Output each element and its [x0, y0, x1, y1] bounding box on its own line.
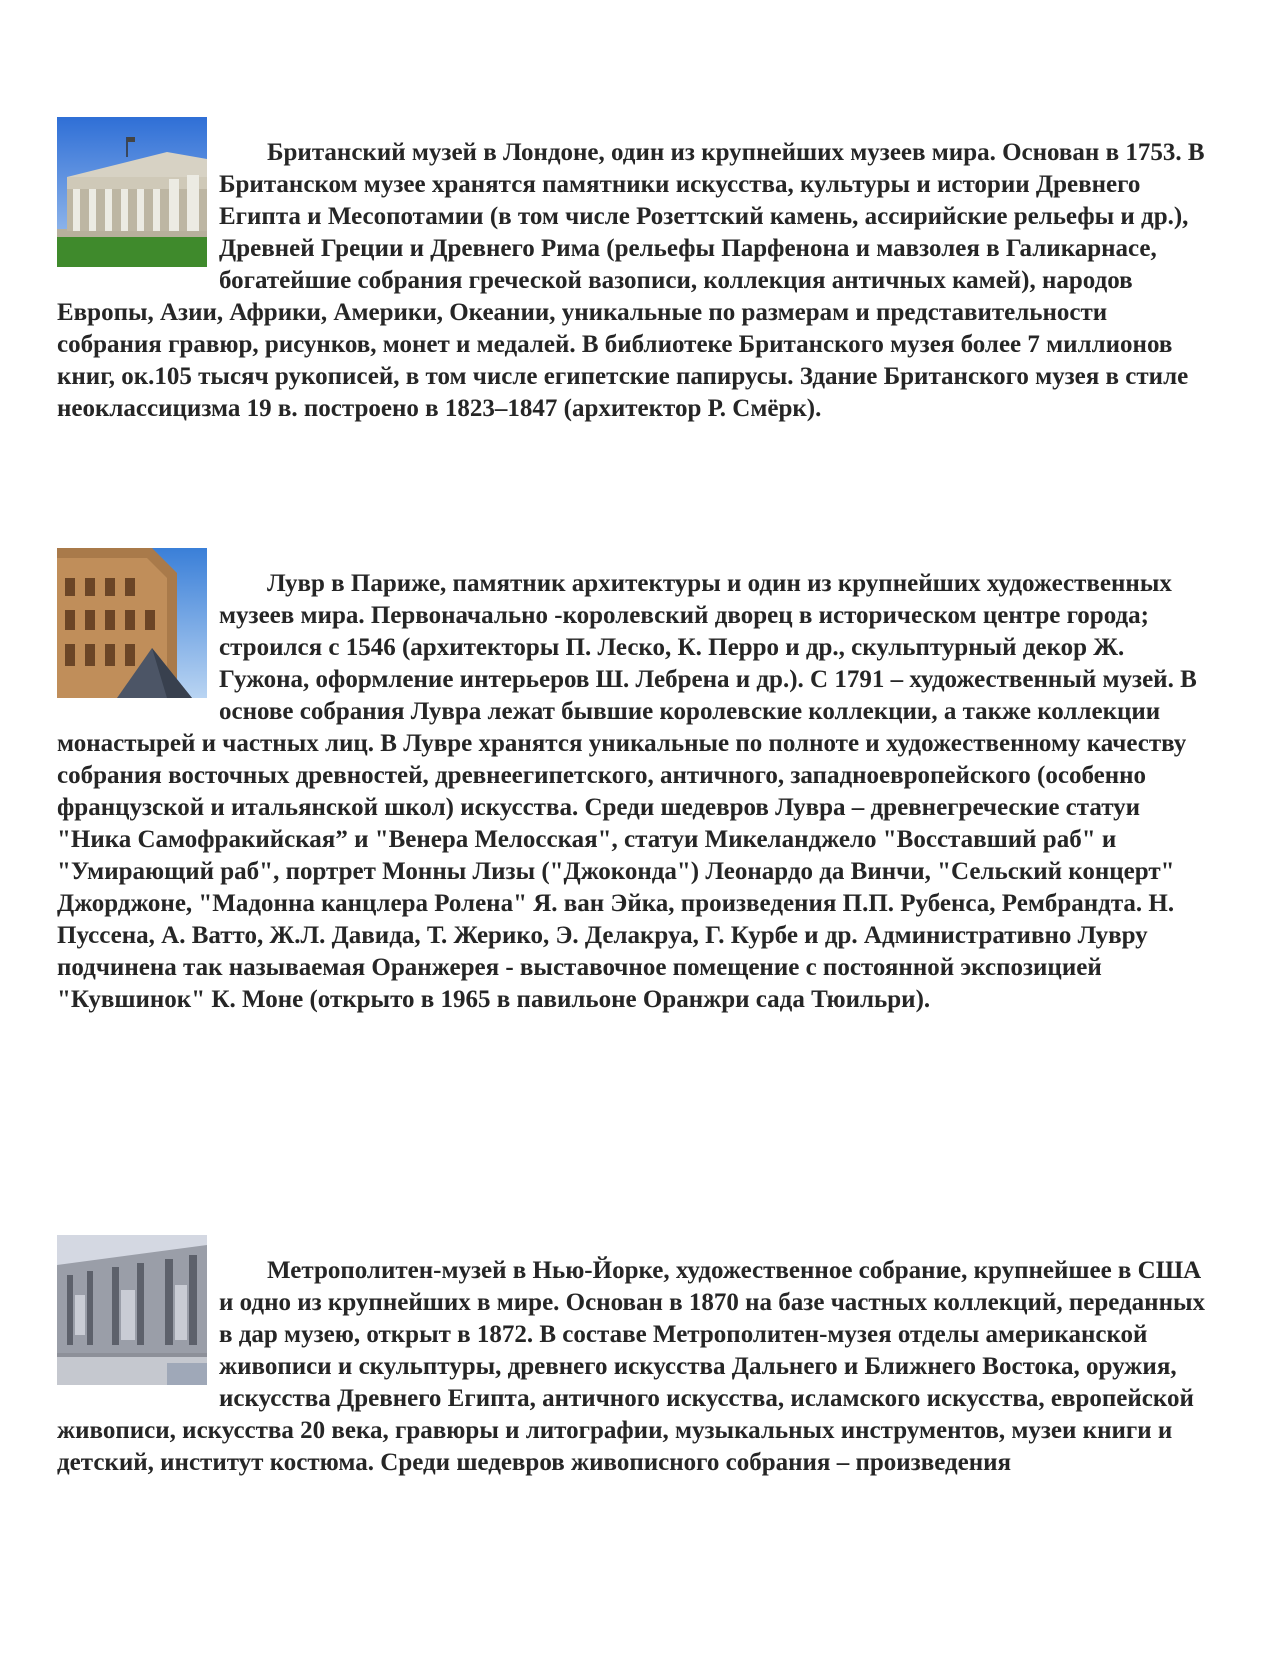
section-metropolitan-museum — [57, 1235, 1209, 1479]
british-museum-text — [57, 117, 1209, 425]
louvre-text — [57, 548, 1209, 1016]
paragraph-lead-spacer — [57, 548, 1209, 568]
metropolitan-museum-photo — [57, 1235, 207, 1385]
metropolitan-museum-image — [57, 1235, 207, 1385]
louvre-image — [57, 548, 207, 698]
section-british-museum — [57, 117, 1209, 425]
british-museum-image — [57, 117, 207, 267]
metropolitan-museum-text — [57, 1235, 1209, 1479]
british-museum-photo — [57, 117, 207, 267]
metropolitan-museum-paragraph: Метрополитен-музей в Нью-Йорке, художественное собрание, крупнейшее в США и одно из крупнейших в мире. Основан в 1870 на базе частных коллекций, переданных в дар музею, открыт в 1872. В составе Метрополитен-музея отделы американской живописи и скульптуры, древнего искусства Дальнего и Ближнего Востока, оружия, искусства Древнего Египта, античного искусства, исламского искусства, европейской живописи, искусства 20 века, гравюры и литографии, музыкальных инструментов, музеи книги и детский, институт костюма. Среди шедевров живописного собрания – произведения — [57, 1257, 1205, 1476]
british-museum-paragraph: Британский музей в Лондоне, один из крупнейших музеев мира. Основан в 1753. В Британском музее хранятся памятники искусства, культуры и истории Древнего Египта и Месопотамии (в том числе Розеттский камень, ассирийские рельефы и др.), Древней Греции и Древнего Рима (рельефы Парфенона и мавзолея в Галикарнасе, богатейшие собрания греческой вазописи, коллекция античных камей), народов Европы, Азии, Африки, Америки, Океании, уникальные по размерам и представительности собрания гравюр, рисунков, монет и медалей. В библиотеке Британского музея более 7 миллионов книг, ок.105 тысяч рукописей, в том числе египетские папирусы. Здание Британского музея в стиле неоклассицизма 19 в. построено в 1823–1847 (архитектор Р. Смёрк). — [57, 139, 1205, 422]
section-louvre — [57, 548, 1209, 1016]
paragraph-lead-spacer — [57, 1235, 1209, 1255]
louvre-photo — [57, 548, 207, 698]
paragraph-lead-spacer — [57, 117, 1209, 137]
louvre-paragraph: Лувр в Париже, памятник архитектуры и один из крупнейших художественных музеев мира. Первоначально -королевский дворец в историческом центре города; строился с 1546 (архитекторы П. Леско, К. Перро и др., скульптурный декор Ж. Гужона, оформление интерьеров Ш. Лебрена и др.). С 1791 – художественный музей. В основе собрания Лувра лежат бывшие королевские коллекции, а также коллекции монастырей и частных лиц. В Лувре хранятся уникальные по полноте и художественному качеству собрания восточных древностей, древнеегипетского, античного, западноевропейского (особенно французской и итальянской школ) искусства. Среди шедевров Лувра – древнегреческие статуи "Ника Самофракийская” и "Венера Мелосская", статуи Микеланджело "Восставший раб" и "Умирающий раб", портрет Монны Лизы ("Джоконда") Леонардо да Винчи, "Сельский концерт" Джорджоне, "Мадонна канцлера Ролена" Я. ван Эйка, произведения П.П. Рубенса, Рембрандта. Н. Пуссена, А. Ватто, Ж.Л. Давида, Т. Жерико, Э. Делакруа, Г. Курбе и др. Административно Лувру подчинена так называемая Оранжерея - выставочное помещение с постоянной экспозицией "Кувшинок" К. Моне (открыто в 1965 в павильоне Оранжри сада Тюильри). — [57, 570, 1197, 1013]
